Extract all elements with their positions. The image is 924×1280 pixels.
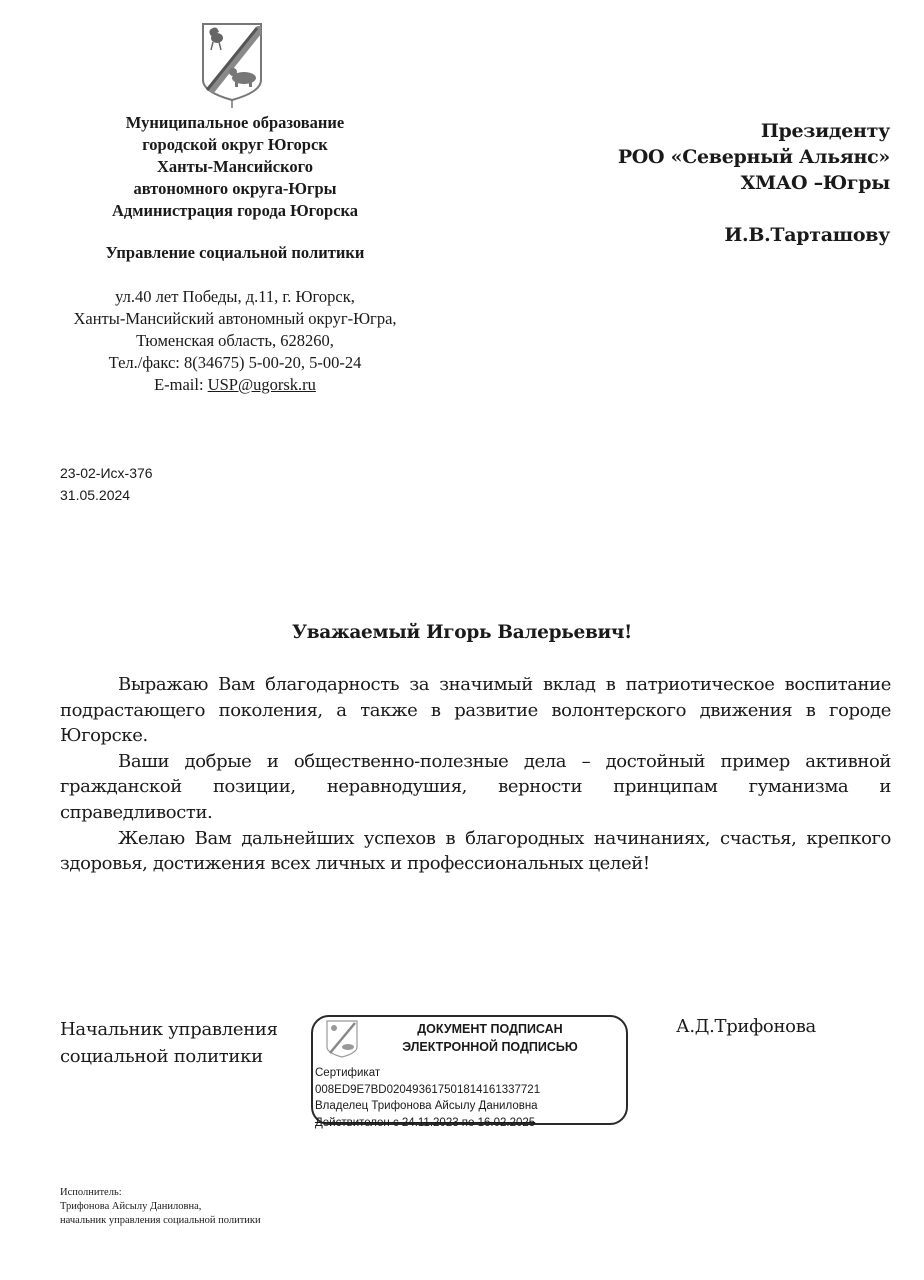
org-line: городской округ Югорск [142, 135, 328, 154]
certificate-validity: Действителен с 24.11.2023 по 16.02.2025 [315, 1116, 536, 1129]
address-line: Тюменская область, 628260, [136, 331, 334, 350]
addressee-block [618, 118, 890, 248]
executor-block [60, 1186, 261, 1228]
registration-date: 31.05.2024 [60, 487, 131, 503]
org-line: Администрация города Югорска [111, 201, 359, 220]
certificate-number: 008ED9E7BD0204936175018141613377​21 [315, 1083, 541, 1096]
signatory-name: А.Д.Трифонова [676, 1016, 816, 1037]
certificate-label: Сертификат [315, 1067, 381, 1079]
registration-number: 23-02-Исх-376 [60, 465, 153, 481]
addressee-line: ХМАО –Югры [740, 172, 890, 194]
letter-paragraph: Ваши добрые и общественно-полезные дела – достойный пример активной гражданской позиции, неравнодушия, верности принципам гуманизма и справедливости. [60, 750, 891, 823]
letter-paragraph: Желаю Вам дальнейших успехов в благородных начинаниях, счастья, крепкого здоровья, достижения всех личных и профессиональных целей! [60, 827, 891, 875]
stamp-header [365, 1020, 615, 1056]
org-line: Ханты-Мансийского [156, 157, 314, 176]
signatory-title [60, 1016, 278, 1070]
organization-header [40, 112, 430, 222]
certificate-owner: Владелец Трифонова Айсылу Даниловна [315, 1100, 538, 1112]
stamp-details [315, 1065, 540, 1131]
org-line: автономного округа-Югры [133, 179, 337, 198]
stamp-header-line: ЭЛЕКТРОННОЙ ПОДПИСЬЮ [402, 1040, 578, 1054]
registration-info [60, 462, 153, 506]
address-line: Тел./факс: 8(34675) 5-00-20, 5-00-24 [108, 353, 362, 372]
signatory-title-line: социальной политики [60, 1046, 263, 1067]
addressee-line: РОО «Северный Альянс» [617, 146, 890, 168]
address-line: ул.40 лет Победы, д.11, г. Югорск, [115, 287, 355, 306]
salutation: Уважаемый Игорь Валерьевич! [292, 622, 632, 643]
department-name: Управление социальной политики [105, 243, 365, 262]
org-line: Муниципальное образование [125, 113, 345, 132]
stamp-crest-icon [325, 1019, 359, 1059]
executor-position: начальник управления социальной политики [60, 1215, 261, 1226]
email-label: E-mail: [154, 375, 204, 394]
electronic-signature-stamp [311, 1015, 628, 1129]
addressee-name: И.В.Тарташову [724, 224, 890, 246]
coat-of-arms-icon [199, 20, 265, 110]
signatory-title-line: Начальник управления [60, 1019, 278, 1040]
address-block [30, 286, 440, 396]
email-link[interactable]: USP@ugorsk.ru [207, 375, 316, 394]
address-line: Ханты-Мансийский автономный округ-Югра, [73, 309, 397, 328]
executor-label: Исполнитель: [60, 1187, 122, 1198]
letter-body [60, 672, 891, 877]
addressee-line: Президенту [760, 120, 890, 142]
stamp-header-line: ДОКУМЕНТ ПОДПИСАН [417, 1022, 563, 1036]
letter-paragraph: Выражаю Вам благодарность за значимый вклад в патриотическое воспитание подрастающего поколения, а также в развитие волонтерского движения в городе Югорске. [60, 674, 891, 747]
email-line [30, 374, 440, 396]
executor-name: Трифонова Айсылу Даниловна, [60, 1201, 202, 1212]
